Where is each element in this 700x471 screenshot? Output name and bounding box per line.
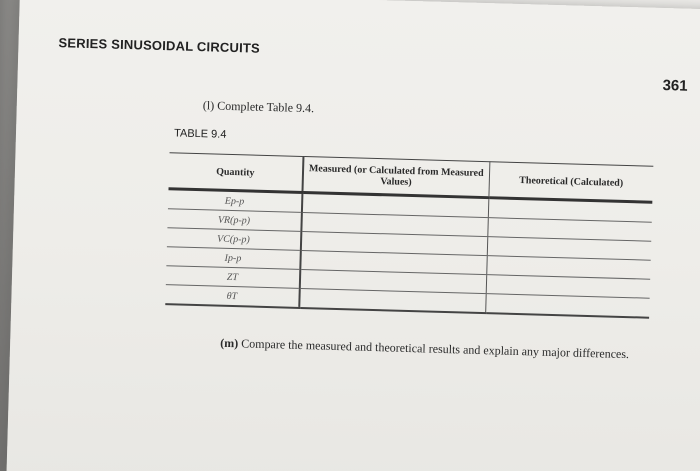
quantity-cell: θT bbox=[165, 285, 299, 308]
instruction-m-label: (m) bbox=[220, 335, 239, 351]
quantity-cell: VR(p-p) bbox=[167, 209, 301, 232]
theoretical-cell[interactable] bbox=[485, 294, 649, 318]
textbook-page bbox=[6, 0, 700, 471]
column-header-quantity: Quantity bbox=[169, 153, 304, 193]
quantity-cell: VC(p-p) bbox=[167, 228, 301, 251]
measured-cell[interactable] bbox=[299, 288, 486, 313]
quantity-cell: Ep-p bbox=[168, 189, 302, 213]
quantity-cell: ZT bbox=[166, 266, 300, 289]
instruction-m-text: Compare the measured and theoretical results and explain any major differences. bbox=[241, 336, 630, 362]
instruction-l: (l) Complete Table 9.4. bbox=[202, 98, 315, 116]
quantity-cell: Ip-p bbox=[166, 247, 300, 270]
instruction-m bbox=[220, 336, 629, 362]
page-number: 361 bbox=[662, 76, 688, 95]
chapter-title: SERIES SINUSOIDAL CIRCUITS bbox=[58, 35, 261, 56]
column-header-theoretical: Theoretical (Calculated) bbox=[489, 162, 654, 203]
table-label: TABLE 9.4 bbox=[173, 127, 227, 141]
table-9-4 bbox=[165, 152, 653, 318]
column-header-measured: Measured (or Calculated from Measured Values) bbox=[302, 156, 489, 197]
